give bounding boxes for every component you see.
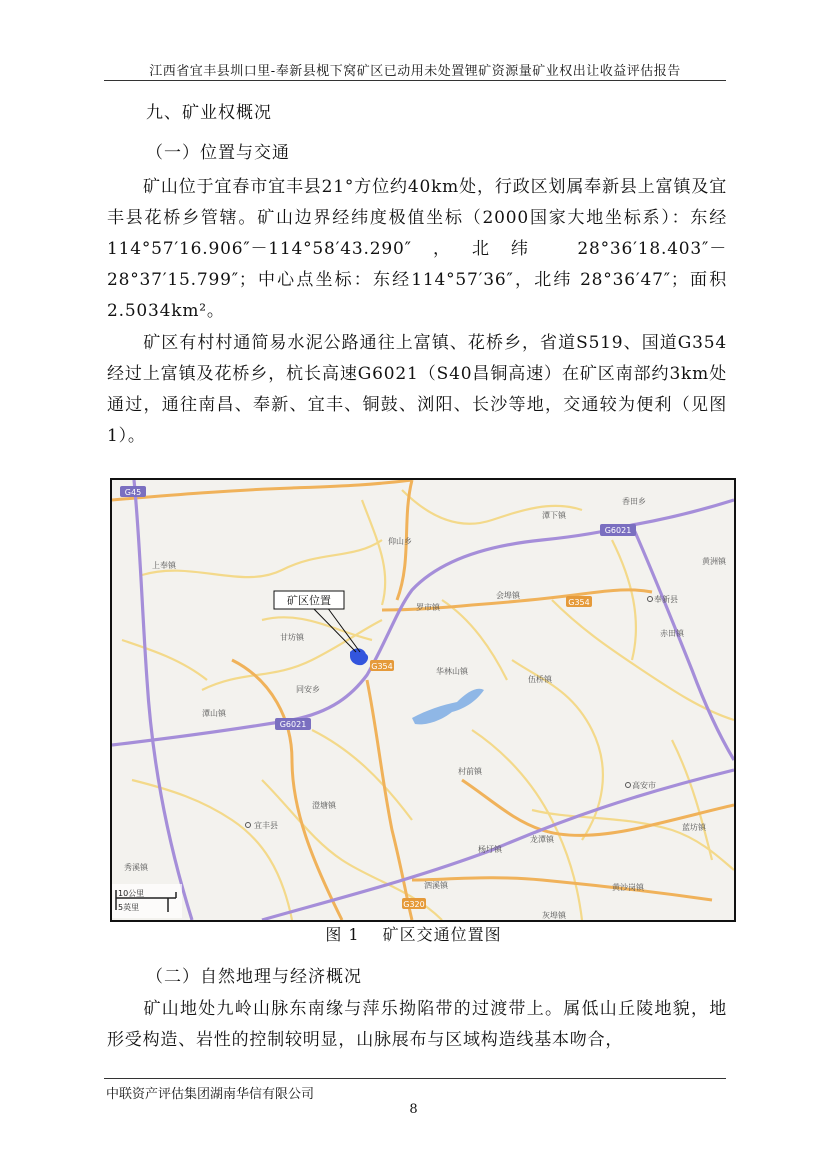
place-label: 奉新县 (654, 595, 678, 604)
place-label: 宜丰县 (254, 821, 278, 830)
place-label: 泗溪镇 (424, 881, 448, 890)
paragraph-location-text: 矿山位于宜春市宜丰县21°方位约40km处，行政区划属奉新县上富镇及宜丰县花桥乡管辖。矿山边界经纬度极值坐标（2000国家大地坐标系）：东经114°57′16.906″－114°58′43.290″，北纬 28°36′18.403″－28°37′15.799″；中心点坐标：东经114°57′36″，北纬 28°36′47″；面积2.5034km²。 (107, 177, 727, 321)
place-label: 秀溪镇 (124, 863, 148, 872)
shield-g6021-left-text: G6021 (279, 720, 307, 729)
place-label: 高安市 (632, 781, 656, 790)
shield-g354-top-text: G354 (568, 598, 590, 607)
paragraph-geography-text: 矿山地处九岭山脉东南缘与萍乐拗陷带的过渡带上。属低山丘陵地貌，地形受构造、岩性的控制较明显，山脉展布与区域构造线基本吻合， (107, 999, 727, 1050)
place-label: 华林山镇 (436, 667, 468, 676)
running-header: 江西省宜丰县圳口里-奉新县枧下窝矿区已动用未处置锂矿资源量矿业权出让收益评估报告 (149, 64, 681, 79)
scale-mi: 5英里 (118, 903, 140, 912)
place-label: 香田乡 (622, 497, 646, 506)
footer-company: 中联资产评估集团湖南华信有限公司 (106, 1087, 315, 1102)
header-rule (104, 80, 726, 81)
shield-g45-text: G45 (124, 488, 142, 497)
place-label: 会埠镇 (496, 591, 520, 600)
page-number: 8 (409, 1102, 418, 1117)
place-label: 罗市镇 (416, 603, 440, 612)
paragraph-traffic-text: 矿区有村村通简易水泥公路通往上富镇、花桥乡，省道S519、国道G354经过上富镇及花桥乡，杭长高速G6021（S40昌铜高速）在矿区南部约3km处通过，通往南昌、奉新、宜丰、铜鼓、浏阳、长沙等地，交通较为便利（见图1）。 (107, 333, 727, 446)
scale-bar (112, 884, 182, 918)
figure-caption: 图 1 矿区交通位置图 (325, 925, 502, 944)
place-label: 甘坊镇 (280, 633, 304, 642)
place-label: 黄沙岗镇 (612, 883, 644, 892)
place-label: 澄塘镇 (312, 801, 336, 810)
location-map (110, 478, 736, 922)
paragraph-traffic (107, 328, 727, 452)
place-label: 潭山镇 (202, 709, 226, 718)
place-label: 杨圩镇 (478, 845, 502, 854)
shield-g320-text: G320 (403, 900, 425, 909)
place-label: 龙潭镇 (530, 835, 554, 844)
place-label: 蓝坊镇 (682, 823, 706, 832)
place-label: 黄洲镇 (702, 557, 726, 566)
subsection-title-geography: （二）自然地理与经济概况 (146, 967, 362, 987)
place-label: 村前镇 (458, 767, 482, 776)
shield-g354-mid-text: G354 (371, 662, 393, 671)
section-title: 九、矿业权概况 (146, 103, 272, 123)
scale-km: 10公里 (118, 889, 145, 898)
subsection-title-location: （一）位置与交通 (146, 143, 290, 163)
place-label: 伍桥镇 (528, 675, 552, 684)
mine-location-callout-text: 矿区位置 (287, 594, 331, 607)
place-label: 仰山乡 (388, 537, 412, 546)
place-label: 潭下镇 (542, 511, 566, 520)
footer-rule (104, 1078, 726, 1079)
paragraph-location (107, 172, 727, 327)
shield-g6021-top-text: G6021 (604, 526, 632, 535)
paragraph-geography (107, 994, 727, 1056)
place-label: 灰埠镇 (542, 911, 566, 920)
place-label: 同安乡 (296, 685, 320, 694)
place-label: 上奉镇 (152, 561, 176, 570)
place-label: 赤田镇 (660, 629, 684, 638)
